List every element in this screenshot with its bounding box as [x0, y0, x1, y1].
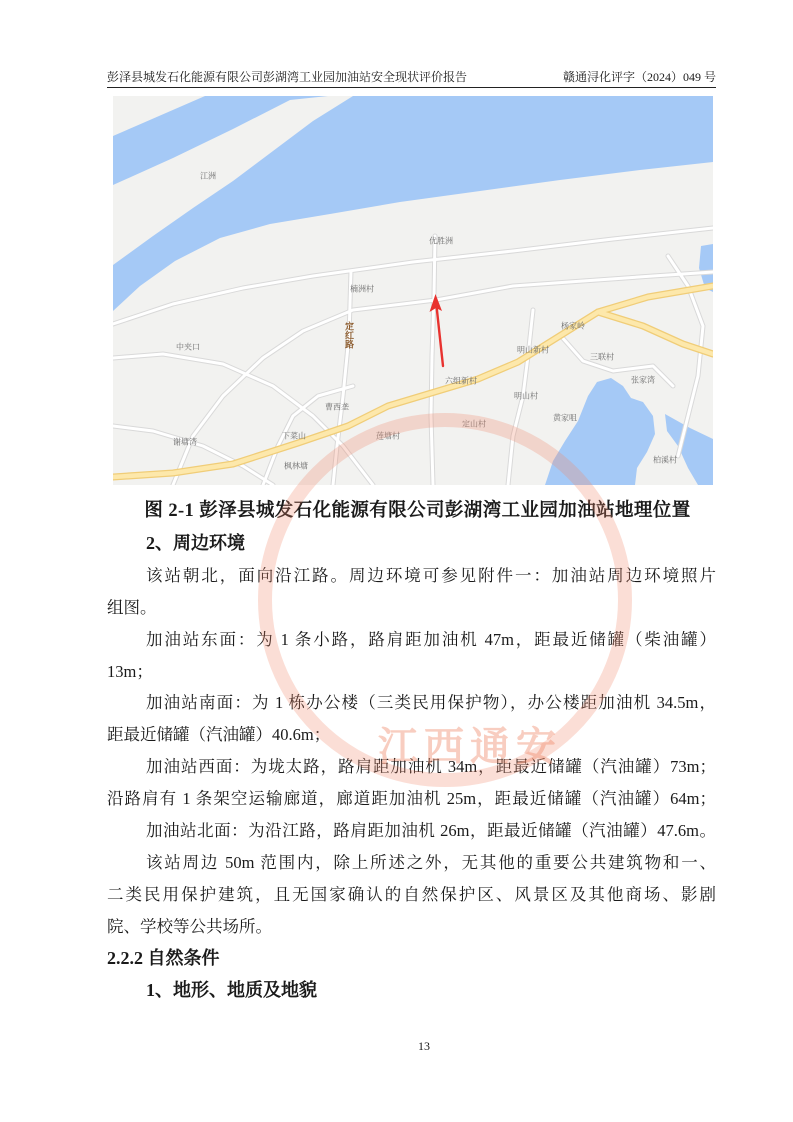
header-doc-number: 赣通浔化评字（2024）049 号 [562, 70, 716, 84]
map-label-dingshan-village: 定山村 [462, 419, 486, 429]
map-label-huangjiazui: 黄家咀 [553, 413, 577, 423]
paragraph-line: 13m； [107, 661, 153, 681]
map-label-jiangzhou: 江洲 [200, 171, 216, 181]
map-label-sanlian-village: 三联村 [590, 352, 614, 362]
section-heading-surroundings: 2、周边环境 [146, 532, 245, 553]
map-label-zhangjiawan: 张家湾 [631, 375, 655, 385]
map-label-mingshan-new-village: 明山新村 [517, 345, 549, 355]
body-content [107, 496, 716, 1007]
map-label-zhongjiakou: 中夹口 [176, 342, 200, 352]
map-label-youshengzhou: 优胜洲 [429, 236, 453, 246]
paragraph-line: 院、学校等公共场所。 [107, 916, 272, 936]
section-heading-natural-conditions: 2.2.2 自然条件 [107, 947, 220, 968]
map-label-liantang-village: 莲塘村 [376, 431, 400, 441]
paragraph-summary [107, 847, 716, 943]
map-label-xietangwan: 谢塘湾 [173, 437, 197, 447]
paragraph-line: 组图。 [107, 597, 157, 617]
paragraph-line: 该站周边 50m 范围内，除上所述之外，无其他的重要公共建筑物和一、 [146, 852, 716, 872]
paragraph-line: 加油站北面：为沿江路，路肩距加油机 26m，距最近储罐（汽油罐）47.6m。 [146, 821, 716, 841]
header-divider [107, 87, 716, 88]
map-label-xiacaishan: 下菜山 [282, 431, 306, 441]
paragraph-line: 二类民用保护建筑，且无国家确认的自然保护区、风景区及其他商场、影剧 [107, 884, 716, 904]
map-label-yangjialing: 杨家岭 [561, 321, 585, 331]
paragraph-line: 该站朝北，面向沿江路。周边环境可参见附件一：加油站周边环境照片 [146, 565, 716, 585]
paragraph-east [107, 624, 716, 688]
header-report-title: 彭泽县城发石化能源有限公司彭湖湾工业园加油站安全现状评价报告 [107, 70, 468, 84]
figure-caption: 图 2-1 彭泽县城发石化能源有限公司彭湖湾工业园加油站地理位置 [144, 501, 691, 521]
paragraph-line: 沿路肩有 1 条架空运输廊道，廊道距加油机 25m，距最近储罐（汽油罐）64m； [107, 789, 716, 809]
paragraph-line: 加油站东面：为 1 条小路，路肩距加油机 47m，距最近储罐（柴油罐） [146, 629, 716, 649]
paragraph-line: 加油站西面：为垅太路，路肩距加油机 34m，距最近储罐（汽油罐）73m； [146, 757, 716, 777]
paragraph-south [107, 687, 716, 751]
map-label-caoxilong: 曹西垄 [325, 402, 349, 412]
watermark-text: 江西通安 [378, 724, 562, 770]
map-label-fenglintang: 枫林塘 [284, 461, 308, 471]
map-label-mingshan-village: 明山村 [514, 391, 538, 401]
subheading-terrain-geology: 1、地形、地质及地貌 [146, 979, 317, 1000]
paragraph-line: 加油站南面：为 1 栋办公楼（三类民用保护物），办公楼距加油机 34.5m， [146, 693, 716, 713]
paragraph-north [107, 815, 716, 847]
map-label-baixi-village: 柏溪村 [653, 455, 677, 465]
paragraph-orientation [107, 560, 716, 624]
map-label-road-name: 定红路 [343, 321, 353, 349]
paragraph-line: 距最近储罐（汽油罐）40.6m； [107, 725, 331, 745]
map-label-nanzhou-village: 楠洲村 [350, 284, 374, 294]
paragraph-west [107, 751, 716, 815]
location-map [113, 96, 713, 485]
map-label-liuzu-new-village: 六组新村 [445, 376, 477, 386]
page-number: 13 [418, 1039, 430, 1053]
